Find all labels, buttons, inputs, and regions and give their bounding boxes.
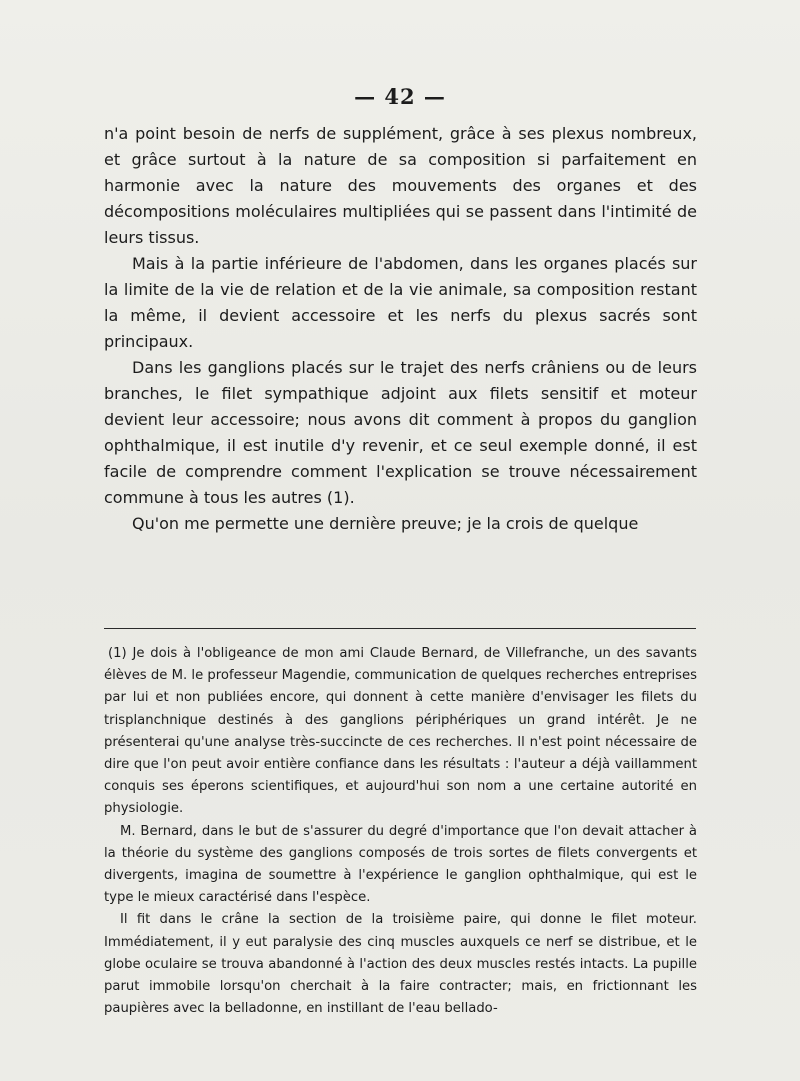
body-paragraph: Mais à la partie inférieure de l'abdomen, dans les organes placés sur la limite de la vie de relation et de la vie animale, sa composition restant la même, il devient accessoire et les nerfs du plexus sacrés sont principaux.	[104, 254, 697, 351]
body-paragraph: Qu'on me permette une dernière preuve; je la crois de quelque	[132, 514, 639, 533]
footnote	[104, 643, 697, 1020]
main-text	[104, 121, 697, 537]
body-paragraph: n'a point besoin de nerfs de supplément, grâce à ses plexus nombreux, et grâce surtout à la nature de sa composition si parfaitement en harmonie avec la nature des mouvements des organes et des décompositions moléculaires multipliées qui se passent dans l'intimité de leurs tissus.	[104, 124, 697, 247]
footnote-paragraph: M. Bernard, dans le but de s'assurer du degré d'importance que l'on devait attacher à la théorie du système des ganglions composés de trois sortes de filets convergents et divergents, imagina de soumettre à l'expérience le ganglion ophthalmique, qui est le type le mieux caractérisé dans l'espèce.	[104, 823, 697, 906]
footnote-paragraph: Il fit dans le crâne la section de la troisième paire, qui donne le filet moteur. Immédiatement, il y eut paralysie des cinq muscles auxquels ce nerf se distribue, et le globe oculaire se trouva abandonné à l'action des deux muscles restés intacts. La pupille parut immobile lorsqu'on cherchait à la faire contracter; mais, en frictionnant les paupières avec la belladonne, en instillant de l'eau bellado-	[104, 912, 697, 1017]
footnote-separator	[104, 628, 696, 629]
page-number: — 42 —	[354, 84, 446, 109]
body-paragraph: Dans les ganglions placés sur le trajet des nerfs crâniens ou de leurs branches, le filet sympathique adjoint aux filets sensitif et moteur devient leur accessoire; nous avons dit comment à propos du ganglion ophthalmique, il est inutile d'y revenir, et ce seul exemple donné, il est facile de comprendre comment l'explication se trouve nécessairement commune à tous les autres (1).	[104, 358, 697, 507]
footnote-paragraph: (1) Je dois à l'obligeance de mon ami Claude Bernard, de Villefranche, un des savants élèves de M. le professeur Magendie, communication de quelques recherches entreprises par lui et non publiées encore, qui donnent à cette manière d'envisager les filets du trisplanchnique destinés à des ganglions périphériques un grand intérêt. Je ne présenterai qu'une analyse très-succincte de ces recherches. Il n'est point nécessaire de dire que l'on peut avoir entière confiance dans les résultats : l'auteur a déjà vaillamment conquis ses éperons scientifiques, et aujourd'hui son nom a une certaine autorité en physiologie.	[104, 646, 697, 817]
